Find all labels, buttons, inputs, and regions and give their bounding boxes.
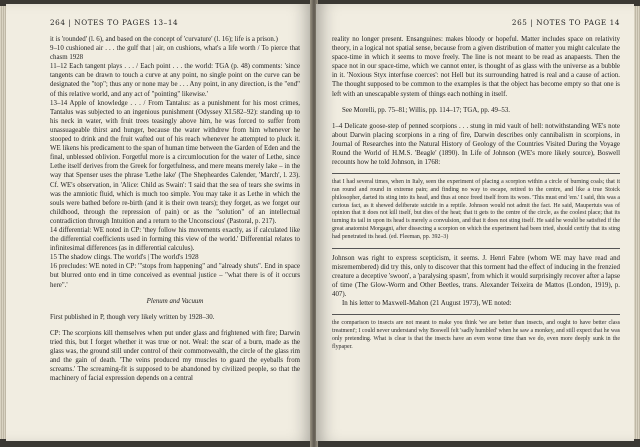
note-paragraph: 15 The shadow clings. The world's | The world's 1928 <box>50 254 199 262</box>
section-title: Plenum and Vacuum <box>146 297 204 305</box>
note-paragraph: 14 differential: WE noted in CP: 'they follow his movements exactly, as if calculated like the differential coefficients used in forming this view of the world.' Differential relates to infinitesimal differences (as in differential calculus). <box>50 226 300 253</box>
left-notes <box>50 35 300 383</box>
note-paragraph: In his letter to Maxwell-Mahon (21 August 1973), WE noted: <box>342 300 512 308</box>
divider <box>332 173 620 174</box>
block-quote: the comparison to insects are not meant to make you think 'we are better than insects, and ought to have better class treatment'; I could never understand why Boswell felt 'sadly humbled' when he saw a monkey, and still expect that he was only pretending. What is clear is that the insects have an even worse time than we do, even more deeply sunk in the flypaper. <box>332 320 620 350</box>
note-paragraph: 11–12 Each tangent plays . . . / Each point . . . the world: TGA (p. 48) comments: 'since tangents can be drawn to touch a curve at any point, no single point on the curve can be designated the "top"; thus any or none may be . . . Any point, in any direction, is the "end" of this relative world, and any act of "pointing" likewise.' <box>50 63 300 98</box>
note-paragraph: it is 'rounded' (l. 6), and based on the concept of 'curvature' (l. 16); life is a prison.) <box>50 36 278 43</box>
right-running-header: 265 | NOTES TO PAGE 14 <box>511 18 620 27</box>
see-also-line: See Morelli, pp. 75–81; Willis, pp. 114–17; TGA, pp. 49–53. <box>342 106 511 114</box>
right-page <box>316 4 634 441</box>
divider <box>332 248 620 249</box>
section-intro: First published in P, though very likely written by 1928–30. <box>50 313 215 321</box>
left-page <box>6 4 312 441</box>
divider <box>332 314 620 315</box>
note-paragraph: CP: The scorpions kill themselves when put under glass and frightened with fire; Darwin tried this, but I forget whether it was true or not. Weal: the scar of a burn, made as the glass was, the ground still under control of their commonwealth, the circle of the glass rim and the gain of death. 'The veins produced my muscles to guard the eyeballs from screams.' The screaming-fit is supposed to be abandoned by civilized people, so that the machinery of facial expression depends on a central <box>50 329 300 383</box>
left-running-header: 264 | NOTES TO PAGES 13–14 <box>50 18 179 27</box>
note-paragraph: reality no longer present. Ensanguines: makes bloody or hopeful. Matter includes space on relativity theory, in a logical not spatial sense, because from a given distribution of matter you might calculate the space-time in which it seems to move freely. The line is not meant to be read as anapaests. Then the space not in our space-time, which we cannot enter, is thought of as glass with the universe as a bubble in it. 'Noxious Styx interfuse coerces': not Hell but its surrounding hatred is real and a cause of action. The thought supposed to be common to the examples is that the object has become empty so that one is left with an unescapable system of things each nothing in itself. <box>332 36 620 98</box>
note-paragraph: 13–14 Apple of knowledge . . . / From Tantalus: as a punishment for his most crimes, Tantalus was subjected to an ingenious punishment (Odyssey XI.582–92): standing up to his neck in water, with fruit trees teasingly above him, he was forced to suffer from unassuageable thirst and hunger, because the water withdrew from him whenever he stooped to drink and the fruit wafted out of his reach whenever he attempted to pluck it. WE likens his predicament to the span of human time between the Garden of Eden and the final, unblessed oblivion. Forgetful more is a circumlocution for the water of Lethe, since Lethe itself derives from the Greek for forgetfulness, and mere means merely lake – in the way that Spenser uses the phrase 'Lethe lake' (The Shepheardes Calender, 'March', l. 23). Cf. WE's observation, in 'Alice: Child as Swain': 'I said that the sea of tears she swims in was the amniotic fluid, which is much too simple. You may take it as Lethe in which the souls were bathed before re-birth (and it is their own tears); they forget, as we forget our childhood, through the repression of pain) or as the "solution" of an intellectual contradiction through Intuition and a return to the Unconscious' (Pastoral, p. 217). <box>50 99 300 225</box>
note-paragraph: 9–10 cushioned air . . . the gulf that | air, on cushions, what's a life worth / To pierce that chasm 1928 <box>50 45 300 62</box>
block-quote: that I had several times, when in Italy, seen the experiment of placing a scorpion within a circle of burning coals; that it ran round and round in extreme pain; and finding no way to escape, retired to the centre, and like a true Stoick philosopher, darted its sting into its head, and thus at once freed itself from its woes. 'This must end 'em.' I said, this was a curious fact, as it shewed deliberate suicide in a reptile. Johnson would not admit the fact. He said, Maupertuis was of opinion that it does not kill itself, but dies of the heat; that it gets to the centre of the circle, as the coolest place; that its turning its tail in upon its head is merely a convulsion, and that it does not sting itself. He said he would be satisfied if the great anatomist Morgagni, after dissecting a scorpion on which the experiment had been tried, should certify that its sting had penetrated its head. (ed. Fleeman, pp. 392–3) <box>332 179 620 240</box>
note-paragraph: Johnson was right to express scepticism, it seems. J. Henri Fabre (whom WE may have read and misremembered) did try this, only to discover that this torment had the effect of inducing in the frenzied creature a deceptive 'swoon', a 'paralysing spasm', from which it would surprisingly recover after a lapse of time (The Glow-Worm and Other Beetles, trans. Alexander Teixeira de Mattos (London, 1919), p. 407). <box>332 254 620 298</box>
note-paragraph: 16 precludes: WE noted in CP: '"stops from happening" and "already shuts". End in space but blurred onto end in time conceived as eventual justice – "what there is of it occurs here".' <box>50 263 300 289</box>
note-paragraph: 1–4 Delicate goose-step of penned scorpions . . . stung in mid vault of hell: notwithstanding WE's note about Darwin placing scorpions in a ring of fire, Darwin describes only cannibalism in scorpions, in Journal of Researches into the Natural History of Geology of the Countries Visited During the Voyage Round the World of H.M.S. 'Beagle' (1890). In Life of Johnson (WE's more likely source), Boswell recounts how he told Johnson, in 1768: <box>332 122 620 167</box>
right-notes <box>332 35 620 351</box>
